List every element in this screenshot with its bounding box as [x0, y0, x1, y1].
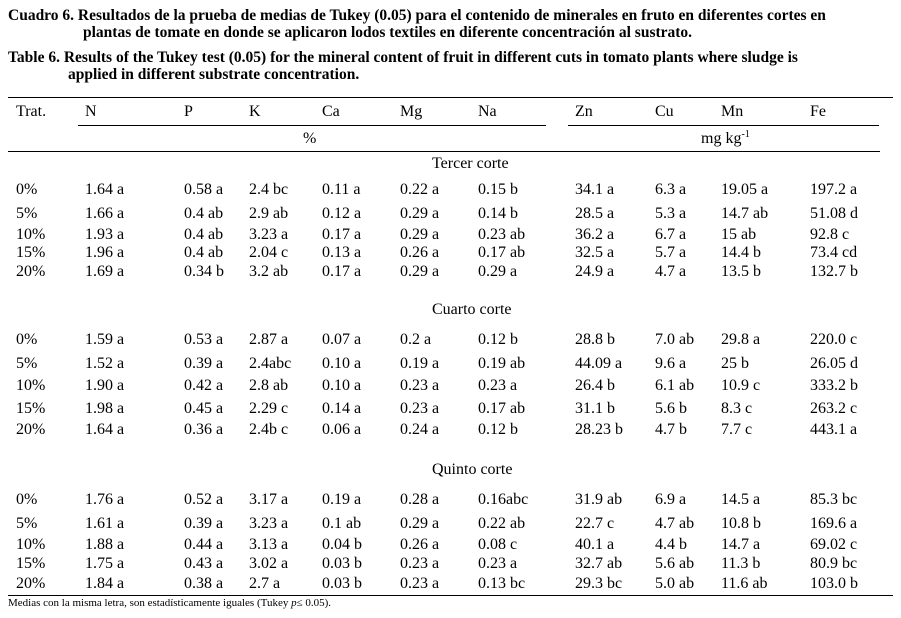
cell-trat: 15% [16, 555, 46, 572]
cell-ca: 0.13 a [322, 244, 362, 261]
caption-english [8, 49, 895, 83]
cell-mn: 14.7 a [721, 536, 761, 553]
cell-k: 2.4 bc [249, 181, 289, 198]
unit-percent: % [303, 130, 317, 147]
cell-ca: 0.07 a [322, 331, 362, 348]
cell-zn: 28.8 b [575, 331, 615, 348]
cell-mn: 11.3 b [721, 555, 761, 572]
cell-p: 0.42 a [184, 377, 224, 394]
cell-fe: 26.05 d [810, 355, 858, 372]
cell-mn: 14.4 b [721, 244, 761, 261]
cell-p: 0.4 ab [184, 226, 224, 243]
cell-fe: 197.2 a [810, 181, 858, 198]
units-rule [8, 151, 880, 152]
cell-trat: 10% [16, 536, 46, 553]
cell-ca: 0.04 b [322, 536, 362, 553]
cell-p: 0.39 a [184, 355, 224, 372]
cell-cu: 9.6 a [655, 355, 687, 372]
cell-na: 0.17 ab [478, 400, 526, 417]
cell-na: 0.15 b [478, 181, 518, 198]
cell-mg: 0.23 a [400, 555, 440, 572]
cell-ca: 0.19 a [322, 491, 362, 508]
cell-mg: 0.26 a [400, 536, 440, 553]
header-k: K [249, 103, 261, 120]
cell-fe: 85.3 bc [810, 491, 858, 508]
cell-cu: 4.7 ab [655, 515, 695, 532]
cell-fe: 80.9 bc [810, 555, 858, 572]
cell-ca: 0.1 ab [322, 515, 362, 532]
cell-mg: 0.29 a [400, 226, 440, 243]
cell-zn: 34.1 a [575, 181, 615, 198]
section-title: Cuarto corte [432, 301, 512, 318]
cell-p: 0.4 ab [184, 244, 224, 261]
cell-mg: 0.26 a [400, 244, 440, 261]
header-ca: Ca [322, 103, 340, 120]
cell-n: 1.76 a [85, 491, 125, 508]
cell-k: 2.29 c [249, 400, 289, 417]
cell-mg: 0.2 a [400, 331, 432, 348]
cell-na: 0.12 b [478, 421, 518, 438]
cell-na: 0.29 a [478, 263, 518, 280]
cell-na: 0.23 a [478, 377, 518, 394]
table-top-rule [8, 97, 893, 98]
header-zn: Zn [575, 103, 593, 120]
cell-zn: 24.9 a [575, 263, 615, 280]
cell-p: 0.45 a [184, 400, 224, 417]
cell-zn: 32.5 a [575, 244, 615, 261]
footnote: Medias con la misma letra, son estadísticamente iguales (Tukey p≤ 0.05). [8, 597, 332, 609]
cell-p: 0.4 ab [184, 205, 224, 222]
unit-mg-kg: mg $kg^{-1}$ [701, 129, 750, 147]
cell-trat: 20% [16, 575, 46, 592]
cell-p: 0.34 b [184, 263, 224, 280]
cell-zn: 31.1 b [575, 400, 615, 417]
cell-trat: 20% [16, 263, 46, 280]
cell-zn: 26.4 b [575, 377, 615, 394]
cell-trat: 5% [16, 515, 38, 532]
cell-n: 1.52 a [85, 355, 125, 372]
cell-k: 2.7 a [249, 575, 281, 592]
table-bottom-rule [8, 595, 893, 596]
cell-mn: 13.5 b [721, 263, 761, 280]
cell-p: 0.58 a [184, 181, 224, 198]
cell-mn: 29.8 a [721, 331, 761, 348]
cell-na: 0.08 c [478, 536, 518, 553]
cell-k: 3.17 a [249, 491, 289, 508]
caption-spanish-line2: plantas de tomate en donde se aplicaron lodos textiles en diferente concentración al sustrato. [83, 24, 693, 41]
caption-english-line2: applied in different substrate concentration. [68, 66, 360, 83]
cell-k: 2.04 c [249, 244, 289, 261]
cell-ca: 0.17 a [322, 226, 362, 243]
cell-zn: 29.3 bc [575, 575, 623, 592]
cell-ca: 0.06 a [322, 421, 362, 438]
cell-fe: 73.4 cd [810, 244, 858, 261]
cell-p: 0.53 a [184, 331, 224, 348]
cell-mg: 0.28 a [400, 491, 440, 508]
cell-p: 0.43 a [184, 555, 224, 572]
cell-fe: 333.2 b [810, 377, 858, 394]
cell-trat: 10% [16, 226, 46, 243]
cell-mg: 0.22 a [400, 181, 440, 198]
cell-fe: 132.7 b [810, 263, 858, 280]
cell-zn: 22.7 c [575, 515, 615, 532]
cell-zn: 40.1 a [575, 536, 615, 553]
cell-mn: 19.05 a [721, 181, 769, 198]
cell-mn: 7.7 c [721, 421, 753, 438]
cell-mg: 0.24 a [400, 421, 440, 438]
cell-mg: 0.23 a [400, 377, 440, 394]
cell-trat: 15% [16, 244, 46, 261]
cell-p: 0.36 a [184, 421, 224, 438]
cell-n: 1.59 a [85, 331, 125, 348]
cell-k: 3.02 a [249, 555, 289, 572]
cell-trat: 0% [16, 181, 38, 198]
cell-zn: 28.23 b [575, 421, 623, 438]
cell-n: 1.64 a [85, 181, 125, 198]
cell-n: 1.66 a [85, 205, 125, 222]
section-title: Tercer corte [432, 155, 509, 172]
cell-mn: 10.9 c [721, 377, 761, 394]
cell-na: 0.13 bc [478, 575, 526, 592]
cell-na: 0.22 ab [478, 515, 526, 532]
cell-k: 3.23 a [249, 226, 289, 243]
cell-trat: 0% [16, 331, 38, 348]
cell-n: 1.96 a [85, 244, 125, 261]
cell-n: 1.88 a [85, 536, 125, 553]
header-na: Na [478, 103, 497, 120]
cell-trat: 5% [16, 355, 38, 372]
cell-ca: 0.03 b [322, 575, 362, 592]
cell-cu: 6.7 a [655, 226, 687, 243]
cell-fe: 103.0 b [810, 575, 858, 592]
cell-na: 0.12 b [478, 331, 518, 348]
header-mn: Mn [721, 103, 744, 120]
cell-mn: 25 b [721, 355, 749, 372]
cell-trat: 10% [16, 377, 46, 394]
cell-k: 3.13 a [249, 536, 289, 553]
cell-zn: 31.9 ab [575, 491, 623, 508]
cell-na: 0.19 ab [478, 355, 526, 372]
cell-n: 1.90 a [85, 377, 125, 394]
cell-ca: 0.17 a [322, 263, 362, 280]
cell-cu: 7.0 ab [655, 331, 695, 348]
cell-ca: 0.12 a [322, 205, 362, 222]
section-title: Quinto corte [432, 461, 513, 478]
cell-mg: 0.29 a [400, 205, 440, 222]
cell-k: 2.4abc [249, 355, 292, 372]
cell-mg: 0.19 a [400, 355, 440, 372]
cell-cu: 4.7 b [655, 421, 687, 438]
cell-ca: 0.03 b [322, 555, 362, 572]
header-fe: Fe [810, 103, 826, 120]
cell-n: 1.69 a [85, 263, 125, 280]
cell-cu: 4.4 b [655, 536, 687, 553]
header-cu: Cu [655, 103, 674, 120]
cell-fe: 169.6 a [810, 515, 858, 532]
cell-zn: 32.7 ab [575, 555, 623, 572]
cell-cu: 5.6 ab [655, 555, 695, 572]
cell-mn: 10.8 b [721, 515, 761, 532]
cell-fe: 69.02 c [810, 536, 858, 553]
cell-ca: 0.10 a [322, 355, 362, 372]
cell-n: 1.93 a [85, 226, 125, 243]
cell-fe: 220.0 c [810, 331, 858, 348]
cell-mg: 0.23 a [400, 575, 440, 592]
header-n: N [85, 103, 97, 120]
header-trat: Trat. [16, 103, 47, 120]
caption-spanish-line1: Cuadro 6. Resultados de la prueba de medias de Tukey (0.05) para el contenido de minerales en fruto en diferentes cortes en [8, 7, 826, 24]
caption-spanish [8, 7, 895, 41]
cell-k: 3.2 ab [249, 263, 289, 280]
cell-mg: 0.23 a [400, 400, 440, 417]
cell-cu: 5.3 a [655, 205, 687, 222]
cell-cu: 6.9 a [655, 491, 687, 508]
cell-na: 0.14 b [478, 205, 518, 222]
cell-na: 0.16abc [478, 491, 529, 508]
cell-mg: 0.29 a [400, 263, 440, 280]
cell-n: 1.75 a [85, 555, 125, 572]
cell-trat: 0% [16, 491, 38, 508]
cell-zn: 36.2 a [575, 226, 615, 243]
cell-na: 0.23 ab [478, 226, 526, 243]
cell-fe: 443.1 a [810, 421, 858, 438]
cell-fe: 263.2 c [810, 400, 858, 417]
cell-cu: 4.7 a [655, 263, 687, 280]
caption-english-line1: Table 6. Results of the Tukey test (0.05) for the mineral content of fruit in different cuts in tomato plants where sludge is [8, 49, 798, 66]
cell-mn: 15 ab [721, 226, 757, 243]
cell-k: 3.23 a [249, 515, 289, 532]
cell-n: 1.84 a [85, 575, 125, 592]
cell-ca: 0.10 a [322, 377, 362, 394]
header-p: P [184, 103, 193, 120]
cell-na: 0.23 a [478, 555, 518, 572]
cell-na: 0.17 ab [478, 244, 526, 261]
cell-trat: 20% [16, 421, 46, 438]
cell-mn: 11.6 ab [721, 575, 768, 592]
cell-ca: 0.11 a [322, 181, 361, 198]
cell-fe: 51.08 d [810, 205, 858, 222]
cell-mn: 14.7 ab [721, 205, 769, 222]
cell-cu: 5.6 b [655, 400, 687, 417]
cell-zn: 28.5 a [575, 205, 615, 222]
cell-k: 2.9 ab [249, 205, 289, 222]
cell-p: 0.44 a [184, 536, 224, 553]
cell-p: 0.39 a [184, 515, 224, 532]
cell-trat: 15% [16, 400, 46, 417]
percent-group-rule [78, 125, 546, 126]
cell-n: 1.98 a [85, 400, 125, 417]
cell-n: 1.61 a [85, 515, 125, 532]
cell-k: 2.8 ab [249, 377, 289, 394]
cell-trat: 5% [16, 205, 38, 222]
cell-cu: 6.3 a [655, 181, 687, 198]
cell-cu: 5.0 ab [655, 575, 695, 592]
cell-zn: 44.09 a [575, 355, 623, 372]
cell-n: 1.64 a [85, 421, 125, 438]
mgkg-group-rule [568, 125, 879, 126]
cell-mn: 8.3 c [721, 400, 753, 417]
cell-k: 2.87 a [249, 331, 289, 348]
cell-mn: 14.5 a [721, 491, 761, 508]
cell-fe: 92.8 c [810, 226, 850, 243]
cell-p: 0.38 a [184, 575, 224, 592]
header-mg: Mg [400, 103, 423, 120]
cell-k: 2.4b c [249, 421, 289, 438]
cell-p: 0.52 a [184, 491, 224, 508]
cell-cu: 6.1 ab [655, 377, 695, 394]
cell-ca: 0.14 a [322, 400, 362, 417]
cell-cu: 5.7 a [655, 244, 687, 261]
cell-mg: 0.29 a [400, 515, 440, 532]
